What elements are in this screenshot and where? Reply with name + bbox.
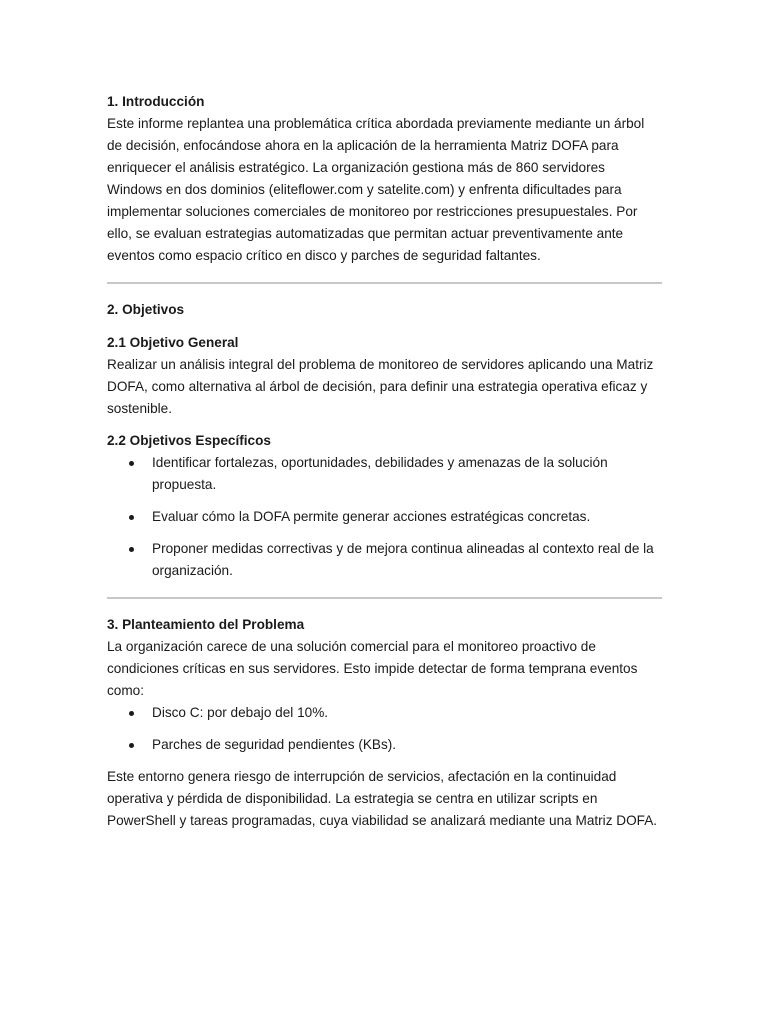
- subsection-title-general-objective: 2.1 Objetivo General: [107, 335, 239, 350]
- list-item: [107, 452, 662, 496]
- subsection-title-specific-objectives: 2.2 Objetivos Específicos: [107, 433, 271, 448]
- problem-paragraph-1: La organización carece de una solución comercial para el monitoreo proactivo de condiciones críticas en sus servidores. Esto impide detectar de forma temprana eventos como:: [107, 639, 638, 698]
- bullet-icon: [129, 711, 134, 716]
- section-objectives: [107, 299, 662, 582]
- specific-objectives-list: [107, 452, 662, 582]
- section-introduction: [107, 91, 662, 267]
- bullet-icon: [129, 461, 134, 466]
- problem-events-list: [107, 702, 662, 756]
- bullet-icon: [129, 515, 134, 520]
- list-item-text: Evaluar cómo la DOFA permite generar acciones estratégicas concretas.: [152, 509, 591, 524]
- list-item-text: Identificar fortalezas, oportunidades, debilidades y amenazas de la solución propuesta.: [152, 455, 608, 492]
- list-item: [107, 734, 662, 756]
- section-title-objectives: 2. Objetivos: [107, 302, 185, 317]
- list-item-text: Proponer medidas correctivas y de mejora continua alineadas al contexto real de la organización.: [152, 541, 654, 578]
- list-item-text: Parches de seguridad pendientes (KBs).: [152, 737, 397, 752]
- bullet-icon: [129, 743, 134, 748]
- list-item: [107, 702, 662, 724]
- introduction-paragraph: Este informe replantea una problemática crítica abordada previamente mediante un árbol de decisión, enfocándose ahora en la aplicación de la herramienta Matriz DOFA para enriquecer el análisis estratégico. La organización gestiona más de 860 servidores Windows en dos dominios (eliteflower.com y satelite.com) y enfrenta dificultades para implementar soluciones comerciales de monitoreo por restricciones presupuestales. Por ello, se evaluan estrategias automatizadas que permitan actuar preventivamente ante eventos como espacio crítico en disco y parches de seguridad faltantes.: [107, 116, 645, 263]
- section-title-problem-statement: 3. Planteamiento del Problema: [107, 617, 305, 632]
- section-problem-statement: [107, 614, 662, 832]
- section-title-introduction: 1. Introducción: [107, 94, 205, 109]
- problem-paragraph-2: Este entorno genera riesgo de interrupción de servicios, afectación en la continuidad operativa y pérdida de disponibilidad. La estrategia se centra en utilizar scripts en PowerShell y tareas programadas, cuya viabilidad se analizará mediante una Matriz DOFA.: [107, 769, 658, 828]
- section-divider: [107, 597, 662, 599]
- section-divider: [107, 282, 662, 284]
- general-objective-paragraph: Realizar un análisis integral del problema de monitoreo de servidores aplicando una Matriz DOFA, como alternativa al árbol de decisión, para definir una estrategia operativa eficaz y sostenible.: [107, 357, 654, 416]
- list-item: [107, 538, 662, 582]
- list-item: [107, 506, 662, 528]
- list-item-text: Disco C: por debajo del 10%.: [152, 705, 329, 720]
- bullet-icon: [129, 547, 134, 552]
